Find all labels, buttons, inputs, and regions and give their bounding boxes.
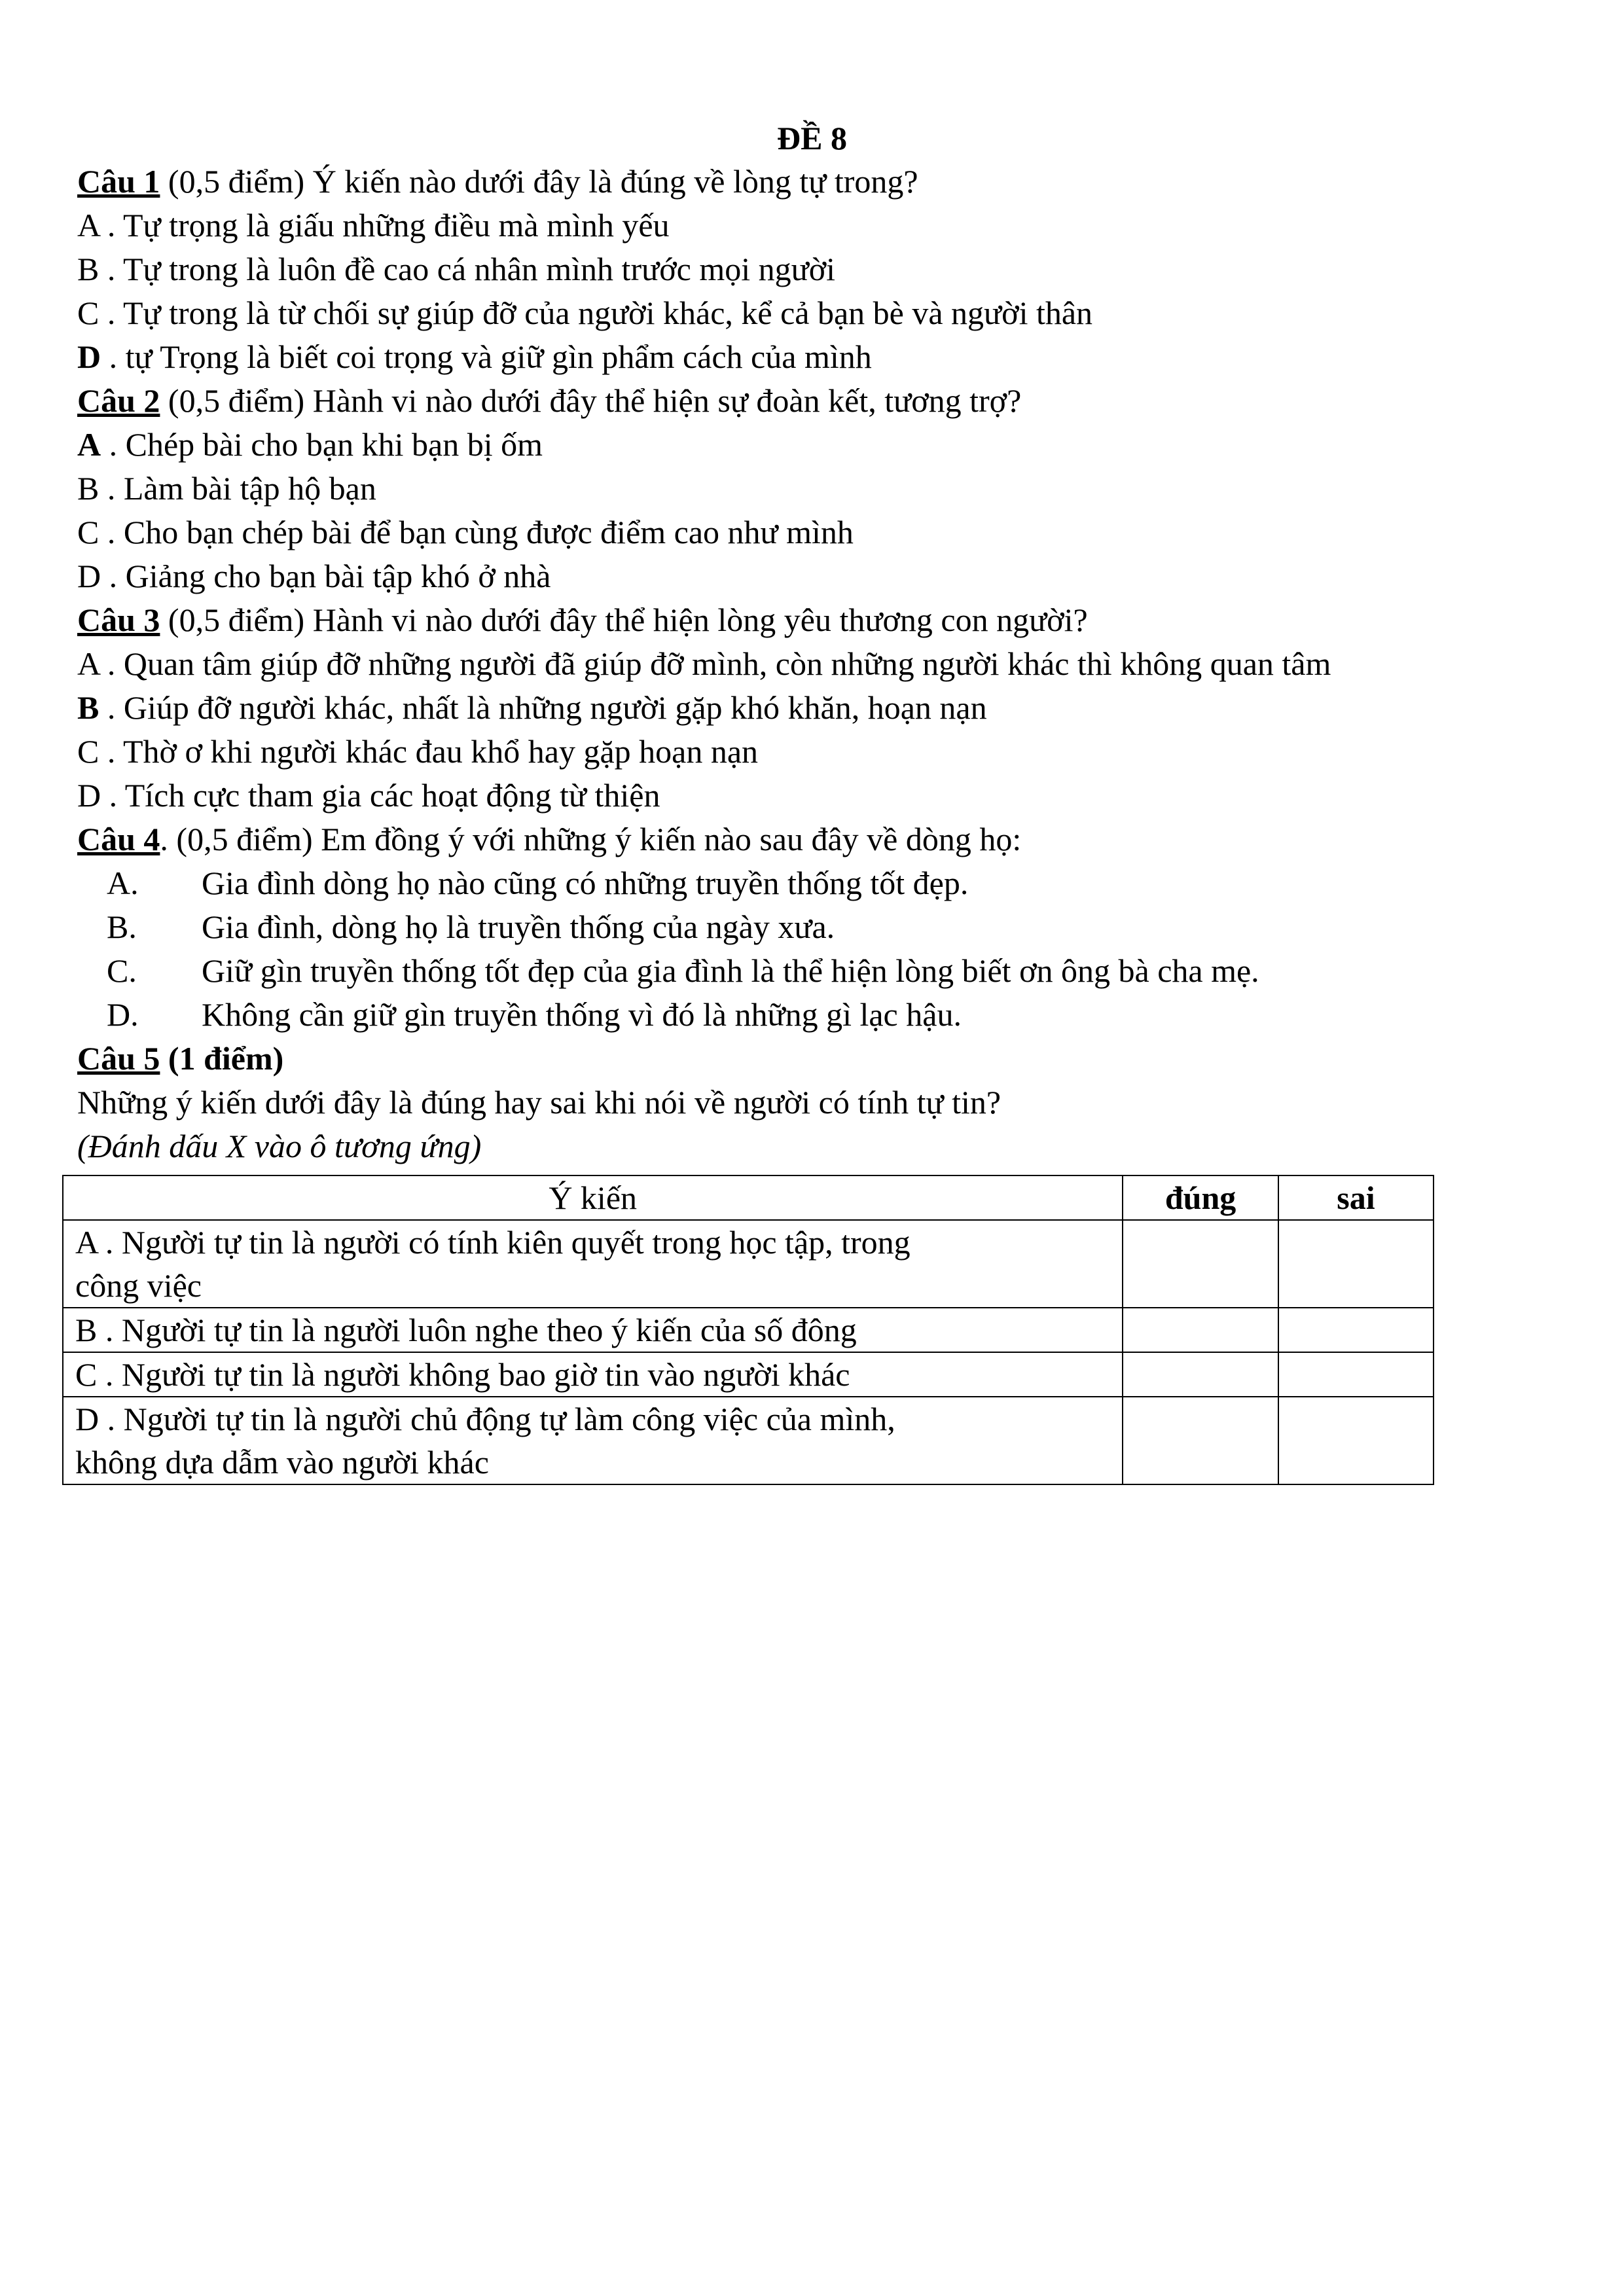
q3-option-c-letter: C [77, 733, 99, 770]
table-row [63, 1352, 1434, 1397]
q3-option-d [77, 774, 660, 817]
q2-option-a-letter: A [77, 426, 101, 463]
question-4 [77, 817, 1021, 861]
q1-option-b-letter: B [77, 251, 99, 287]
opinion-b-line1: B . Người tự tin là người luôn nghe theo ý kiến của số đông [75, 1312, 857, 1348]
q4-option-d-letter: D. [107, 996, 139, 1033]
q1-option-d [77, 335, 872, 378]
q4-option-a-text: Gia đình dòng họ nào cũng có những truyền thống tốt đẹp. [202, 865, 969, 901]
q1-option-a-text: . Tự trọng là giấu những điều mà mình yếu [99, 207, 670, 243]
q4-option-a-letter: A. [107, 865, 139, 901]
question-5-points: (1 điểm) [160, 1040, 284, 1077]
right-checkbox-cell-a[interactable] [1123, 1220, 1278, 1308]
q1-option-c [77, 291, 1092, 334]
q2-option-c [77, 511, 854, 554]
q2-option-b-text: . Làm bài tập hộ bạn [99, 470, 376, 507]
q1-option-c-letter: C [77, 295, 99, 331]
q3-option-b-text: . Giúp đỡ người khác, nhất là những người gặp khó khăn, hoạn nạn [99, 689, 987, 726]
wrong-checkbox-cell-a[interactable] [1278, 1220, 1434, 1308]
wrong-checkbox-cell-d[interactable] [1278, 1397, 1434, 1484]
q4-option-c-letter: C. [107, 952, 137, 989]
q1-option-a-letter: A [77, 207, 99, 243]
q1-option-d-text: . tự Trọng là biết coi trọng và giữ gìn phẩm cách của mình [101, 338, 872, 375]
table-row [63, 1220, 1434, 1308]
question-4-label: Câu 4 [77, 821, 160, 857]
q3-option-a [77, 642, 1331, 685]
q1-option-d-letter: D [77, 338, 101, 375]
q2-option-b-letter: B [77, 470, 99, 507]
wrong-checkbox-cell-c[interactable] [1278, 1352, 1434, 1397]
wrong-checkbox-cell-b[interactable] [1278, 1308, 1434, 1352]
opinion-cell-a [63, 1220, 1123, 1308]
question-3 [77, 598, 1088, 641]
opinion-a-line2: công việc [75, 1267, 202, 1304]
q2-option-d [77, 554, 551, 598]
q4-option-d-text: Không cần giữ gìn truyền thống vì đó là những gì lạc hậu. [202, 996, 962, 1033]
q4-option-b-text: Gia đình, dòng họ là truyền thống của ngày xưa. [202, 908, 835, 945]
opinion-d-line2: không dựa dẫm vào người khác [75, 1444, 489, 1480]
right-checkbox-cell-c[interactable] [1123, 1352, 1278, 1397]
q3-option-c-text: . Thờ ơ khi người khác đau khổ hay gặp hoạn nạn [99, 733, 759, 770]
q1-option-b [77, 247, 835, 291]
q3-option-a-letter: A [77, 645, 99, 682]
q3-option-d-text: . Tích cực tham gia các hoạt động từ thiện [101, 777, 660, 814]
question-4-text: . (0,5 điểm) Em đồng ý với những ý kiến nào sau đây về dòng họ: [160, 821, 1022, 857]
question-2 [77, 379, 1021, 422]
opinion-cell-d [63, 1397, 1123, 1484]
q2-option-d-letter: D [77, 558, 101, 594]
header-right: đúng [1123, 1175, 1278, 1220]
q4-option-b-letter: B. [107, 908, 137, 945]
q2-option-c-text: . Cho bạn chép bài để bạn cùng được điểm cao như mình [99, 514, 854, 550]
q4-option-c-text: Giữ gìn truyền thống tốt đẹp của gia đình là thể hiện lòng biết ơn ông bà cha mẹ. [202, 952, 1259, 989]
q1-option-c-text: . Tự trong là từ chối sự giúp đỡ của người khác, kể cả bạn bè và người thân [99, 295, 1093, 331]
page-title: ĐỀ 8 [777, 120, 847, 156]
q4-option-a [107, 861, 968, 905]
q2-option-a-text: . Chép bài cho bạn khi bạn bị ốm [101, 426, 543, 463]
q4-option-d [107, 993, 962, 1036]
q3-option-b [77, 686, 987, 729]
question-5 [77, 1037, 283, 1080]
question-2-text: (0,5 điểm) Hành vi nào dưới đây thể hiện sự đoàn kết, tương trợ? [160, 382, 1022, 419]
question-1-label: Câu 1 [77, 163, 160, 200]
opinion-cell-b [63, 1308, 1123, 1352]
opinion-d-line1: D . Người tự tin là người chủ động tự làm công việc của mình, [75, 1401, 895, 1437]
question-2-label: Câu 2 [77, 382, 160, 419]
table-row [63, 1308, 1434, 1352]
q1-option-a [77, 204, 670, 247]
header-opinion: Ý kiến [63, 1175, 1123, 1220]
right-checkbox-cell-d[interactable] [1123, 1397, 1278, 1484]
q3-option-a-text: . Quan tâm giúp đỡ những người đã giúp đỡ mình, còn những người khác thì không quan tâm [99, 645, 1331, 682]
table-header-row [63, 1175, 1434, 1220]
q4-option-c [107, 949, 1259, 992]
q2-option-d-text: . Giảng cho bạn bài tập khó ở nhà [101, 558, 551, 594]
header-wrong: sai [1278, 1175, 1434, 1220]
question-1 [77, 160, 918, 203]
right-checkbox-cell-b[interactable] [1123, 1308, 1278, 1352]
q3-option-b-letter: B [77, 689, 99, 726]
question-5-text: Những ý kiến dưới đây là đúng hay sai khi nói về người có tính tự tin? [77, 1084, 1001, 1121]
q4-option-b [107, 905, 835, 948]
table-row [63, 1397, 1434, 1484]
q2-option-a [77, 423, 543, 466]
question-3-text: (0,5 điểm) Hành vi nào dưới đây thể hiện lòng yêu thương con người? [160, 601, 1088, 638]
question-1-text: (0,5 điểm) Ý kiến nào dưới đây là đúng về lòng tự trong? [160, 163, 918, 200]
question-5-instruction: (Đánh dấu X vào ô tương ứng) [77, 1128, 482, 1164]
opinion-cell-c [63, 1352, 1123, 1397]
q2-option-b [77, 467, 376, 510]
opinion-c-line1: C . Người tự tin là người không bao giờ tin vào người khác [75, 1356, 850, 1393]
q3-option-c [77, 730, 758, 773]
question-3-label: Câu 3 [77, 601, 160, 638]
opinion-table [62, 1175, 1434, 1485]
opinion-a-line1: A . Người tự tin là người có tính kiên quyết trong học tập, trong [75, 1224, 911, 1261]
q1-option-b-text: . Tự trong là luôn đề cao cá nhân mình trước mọi người [99, 251, 836, 287]
q2-option-c-letter: C [77, 514, 99, 550]
q3-option-d-letter: D [77, 777, 101, 814]
question-5-label: Câu 5 [77, 1040, 160, 1077]
